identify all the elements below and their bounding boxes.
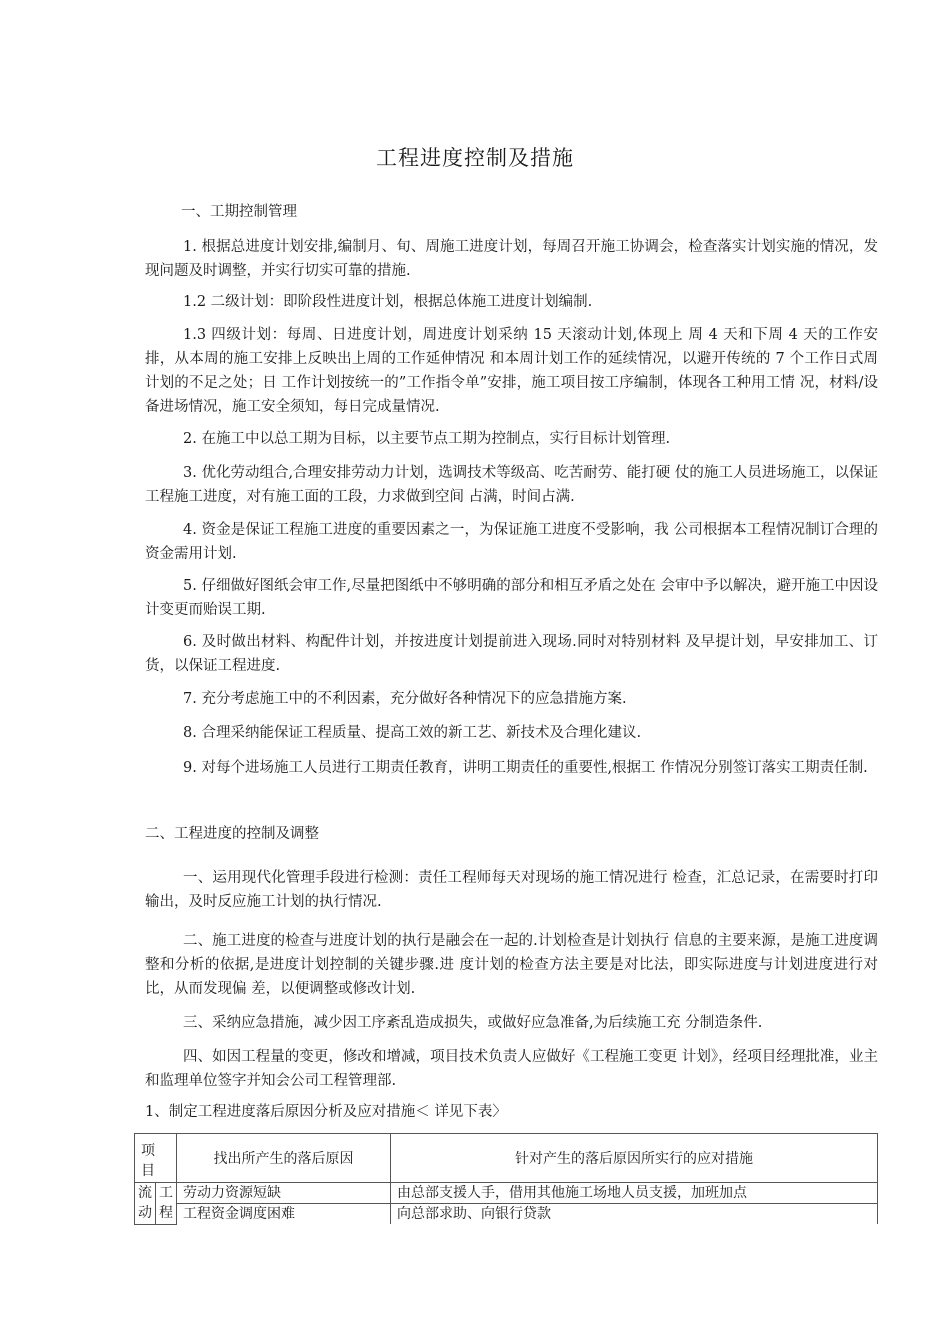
section-2-heading: 二、工程进度的控制及调整 bbox=[145, 826, 319, 842]
paragraph-3: 3. 优化劳动组合,合理安排劳动力计划，选调技术等级高、吃苦耐劳、能打硬 仗的施工人员进场施工，以保证工程施工进度，对有施工面的工段，力求做到空间 占满，时间占满. bbox=[145, 465, 878, 505]
header-measure: 针对产生的落后原因所实行的应对措施 bbox=[391, 1134, 878, 1183]
paragraph-5: 5. 仔细做好图纸会审工作,尽量把图纸中不够明确的部分和相互矛盾之处在 会审中予以解决，避开施工中因设计变更而贻误工期. bbox=[145, 578, 878, 618]
header-item: 项 目 bbox=[135, 1134, 177, 1183]
header-cause: 找出所产生的落后原因 bbox=[177, 1134, 391, 1183]
row-measure: 由总部支援人手，借用其他施工场地人员支援，加班加点 bbox=[391, 1183, 878, 1204]
paragraph-2: 2. 在施工中以总工期为目标，以主要节点工期为控制点，实行目标计划管理. bbox=[183, 431, 671, 447]
row-cause: 劳动力资源短缺 bbox=[177, 1183, 391, 1204]
section-1-heading: 一、工期控制管理 bbox=[181, 204, 297, 220]
delay-causes-table bbox=[134, 1133, 878, 1225]
table-row bbox=[135, 1183, 878, 1204]
paragraph-q2: 二、施工进度的检查与进度计划的执行是融会在一起的.计划检查是计划执行 信息的主要来源，是施工进度调整和分析的依据,是进度计划控制的关键步骤.进 度计划的检查方法主要是对比法，即实际进度与计划进度进行对比，从而发现偏 差，以便调整或修改计划. bbox=[145, 933, 878, 997]
paragraph-q1: 一、运用现代化管理手段进行检测：责任工程师每天对现场的施工情况进行 检查，汇总记录，在需要时打印输出，及时反应施工计划的执行情况. bbox=[145, 870, 878, 910]
paragraph-6: 6. 及时做出材料、构配件计划，并按进度计划提前进入现场.同时对特别材料 及早提计划，早安排加工、订货，以保证工程进度. bbox=[145, 634, 878, 674]
group-outer-text: 流动 bbox=[138, 1185, 152, 1222]
row-measure: 向总部求助、向银行贷款 bbox=[391, 1204, 878, 1225]
paragraph-1-3: 1.3 四级计划：每周、日进度计划，周进度计划采纳 15 天滚动计划,体现上 周 4 天和下周 4 天的工作安排，从本周的施工安排上反映出上周的工作延伸情况 和本周计划工作的延续情况，以避开传统的 7 个工作日式周计划的不足之处；日 工作计划按统一的”工作指令单”安排，施工项目按工序编制，体现各工种用工情 况，材料/设备进场情况，施工安全须知，每日完成量情况. bbox=[145, 327, 878, 415]
group-inner-text: 工程 bbox=[159, 1185, 173, 1222]
group-inner-label bbox=[156, 1183, 177, 1225]
document-title: 工程进度控制及措施 bbox=[376, 146, 574, 170]
table-header-row bbox=[135, 1134, 878, 1183]
paragraph-q3: 三、采纳应急措施，减少因工序紊乱造成损失，或做好应急准备,为后续施工充 分制造条件. bbox=[183, 1015, 763, 1031]
paragraph-q4: 四、如因工程量的变更，修改和增减，项目技术负责人应做好《工程施工变更 计划》，经项目经理批准，业主和监理单位签字并知会公司工程管理部. bbox=[145, 1049, 878, 1089]
table-caption: 1、制定工程进度落后原因分析及应对措施＜ 详见下表〉 bbox=[145, 1104, 507, 1120]
paragraph-9: 9. 对每个进场施工人员进行工期责任教育，讲明工期责任的重要性,根据工 作情况分别签订落实工期责任制. bbox=[183, 760, 868, 776]
paragraph-7: 7. 充分考虑施工中的不利因素，充分做好各种情况下的应急措施方案. bbox=[183, 691, 627, 707]
row-cause: 工程资金调度困难 bbox=[177, 1204, 391, 1225]
paragraph-1-2: 1.2 二级计划：即阶段性进度计划，根据总体施工进度计划编制. bbox=[183, 294, 593, 310]
paragraph-1: 1. 根据总进度计划安排,编制月、旬、周施工进度计划，每周召开施工协调会，检查落实计划实施的情况，发现问题及时调整，并实行切实可靠的措施. bbox=[145, 239, 878, 279]
table-row bbox=[135, 1204, 878, 1225]
paragraph-8: 8. 合理采纳能保证工程质量、提高工效的新工艺、新技术及合理化建议. bbox=[183, 725, 642, 741]
group-outer-label bbox=[135, 1183, 156, 1225]
paragraph-4: 4. 资金是保证工程施工进度的重要因素之一，为保证施工进度不受影响，我 公司根据本工程情况制订合理的资金需用计划. bbox=[145, 522, 878, 562]
